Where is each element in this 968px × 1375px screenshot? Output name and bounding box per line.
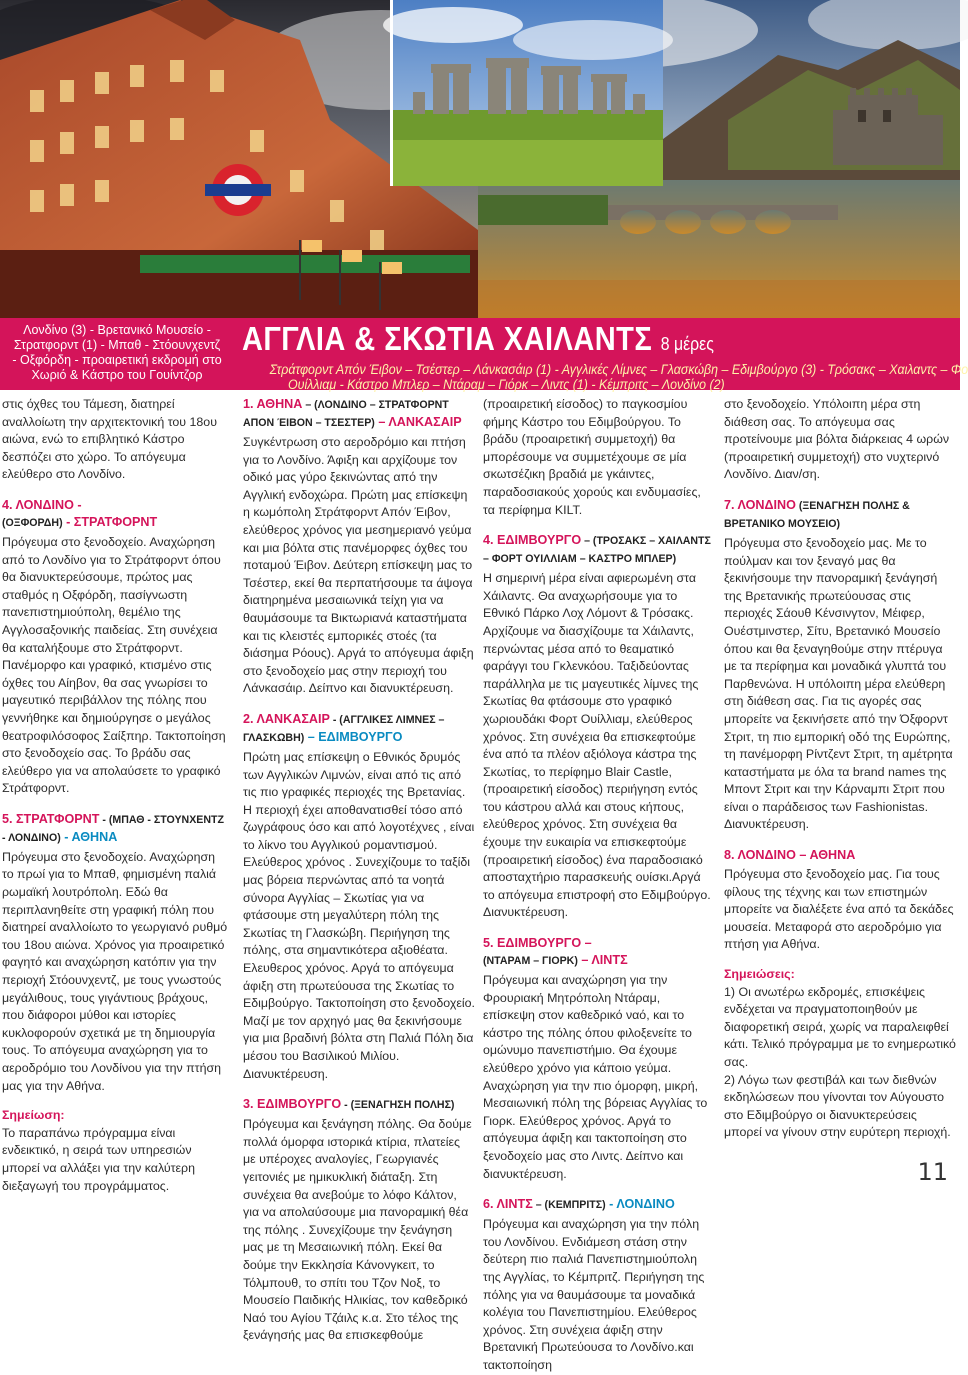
day-heading-part: - (ΑΓΓΛΙΚΕΣ ΛΙΜΝΕΣ – ΓΛΑΣΚΩΒΗ) — [243, 713, 445, 744]
tour-title — [242, 321, 714, 362]
highlight-line: Στρατφορντ (1) - Μπαθ - Στόουνχεντζ — [13, 338, 221, 352]
paragraph: στο ξενοδοχείο. Υπόλοιπη μέρα στη διάθεση σας. Το απόγευμα σας προτείνουμε μια βόλτα διάρκειας 4 ωρών (προαιρετική συμμετοχή) στο νυχτερινό Λονδίνο. Διαν/ση. — [724, 397, 950, 482]
day-heading-part: 7. ΛΟΝΔΙΝΟ — [724, 497, 796, 512]
day-heading — [483, 935, 713, 970]
day-heading — [724, 847, 956, 864]
day-heading-part: (ΞΕΝΑΓΗΣΗ ΠΟΛΗΣ & ΒΡΕΤΑΝΙΚΟ ΜΟΥΣΕΙΟ) — [724, 499, 910, 530]
day-heading-part: - ΛΟΝΔΙΝΟ — [605, 1197, 675, 1212]
paragraph: 1) Οι ανωτέρω εκδρομές, επισκέψεις ενδέχεται να πραγματοποιηθούν με διαφορετική σειρά, χωρίς να παραλειφθεί κάτι. Τελικό πρόγραμμα με το ενημερωτικό σας. — [724, 984, 956, 1069]
note-heading: Σημείωση: — [2, 1108, 65, 1123]
day-heading-part: 4. ΛΟΝΔΙΝΟ - — [2, 497, 82, 512]
text-column-4 — [724, 396, 956, 1142]
day-heading-part: - (ΜΠΑΘ - ΣΤΟΥΝΧΕΝΤΖ - ΛΟΝΔΙΝΟ) — [2, 813, 224, 844]
day-heading-part: 6. ΛΙΝΤΣ — [483, 1197, 533, 1212]
day-heading-part: 2. ΛΑΝΚΑΣΑΙΡ — [243, 711, 330, 726]
day-heading-part: (ΝΤΑΡΑΜ – ΓΙΟΡΚ) — [483, 955, 578, 968]
page-number: 11 — [917, 1158, 948, 1186]
header-title-box — [232, 318, 968, 392]
highlight-line: - Οξφόρδη - προαιρετική εκδρομή στο — [12, 353, 222, 367]
stonehenge-illustration — [393, 0, 663, 186]
day-heading-part: - ΣΤΡΑΤΦΟΡΝΤ — [62, 514, 158, 529]
day-heading-part: – (ΚΕΜΠΡΙΤΣ) — [532, 1199, 606, 1212]
paragraph: 2) Λόγω των φεστιβάλ και των διεθνών εκδηλώσεων που γίνονται τον Αύγουστο στο Εδιμβούργο οι διανυκτερεύσεις μπορεί να γίνουν στην ευρύτερη περιοχή. — [724, 1072, 951, 1140]
day-heading-part: – (ΛΟΝΔΙΝΟ – ΣΤΡΑΤΦΟΡΝΤ ΑΠΟΝ ΈΙΒΟΝ – ΤΣΕΣΤΕΡ) — [243, 399, 449, 429]
day-heading — [243, 396, 475, 432]
day-heading-part: 8. ΛΟΝΔΙΝΟ – ΑΘΗΝΑ — [724, 848, 856, 863]
paragraph: Πρόγευμα στο ξενοδοχείο. Αναχώρηση το πρωί για το Μπαθ, φημισμένη παλιά ρωμαϊκή λουτρόπολη. Εδώ θα περιπλανηθείτε στη γραφική πόλη που διατηρεί αναλλοίωτο το γεωργιανό ρυθμό του 18ου αιώνα. Χρόνος για προαιρετικό φαγητό και αναχώρηση κατόπιν για την περιοχή Στόουνχεντζ, με τους γνωστούς μεγάλιθους, τους γιγάντιους βράχους, που διάφοροι μύθοι και ιστορίες κυκλοφορούν σχετικά με τη δημιουργία τους. Το απόγευμα αναχώρηση για το αεροδρόμιο του Λονδίνου για την πτήση μας για την Αθήνα. — [2, 849, 228, 1093]
text-column-3 — [483, 396, 713, 1375]
photo-stonehenge — [390, 0, 660, 186]
day-heading-part: (ΟΞΦΟΡΔΗ) — [2, 516, 63, 529]
day-heading — [243, 1096, 475, 1114]
notes-heading: Σημειώσεις: — [724, 967, 795, 982]
day-heading — [483, 532, 713, 568]
day-heading — [2, 497, 230, 532]
paragraph: στις όχθες του Τάμεση, διατηρεί αναλλοίωτη την αρχιτεκτονική του 18ου αιώνα, ενώ το επιβλητικό Κάστρο δεσπόζει στο χώρο. Το απόγευμα ελεύθερο στο Λονδίνο. — [2, 397, 217, 482]
tour-title-text: ΑΓΓΛΙΑ & ΣΚΩΤΙΑ ΧΑΙΛΑΝΤΣ — [242, 320, 653, 357]
paragraph: Πρόγευμα στο ξενοδοχείο. Αναχώρηση από το Λονδίνο για το Στράτφορντ όπου θα διανυκτερεύσουμε, πρώτος μας σταθμός η Οξφόρδη, πασίγνωστη πανεπιστημιούπολη, θεμέλιο της Αγγλοσαξονικής παιδείας. Στη συνέχεια θα καταλήξουμε στο Στράτφορντ. Πανέμορφο και γραφικό, κτισμένο στις όχθες του Αίηβον, θα σας γνωρίσει το μαγευτικό περιβάλλον της πόλης που γεννήθηκε και δημιούργησε ο μεγάλος θεατροφιλόσοφος Σαίξπηρ. Τακτοποίηση στο ξενοδοχείο σας. Το βράδυ σας ελεύθερο για να απολαύσετε το γραφικό Στράτφορντ. — [2, 534, 226, 796]
day-heading-part: – ΕΔΙΜΒΟΥΡΓΟ — [304, 729, 403, 744]
day-heading-part: – (ΤΡΟΣΑΚΣ – ΧΑΙΛΑΝΤΣ – ΦΟΡΤ ΟΥΙΛΛΙΑΜ – ΚΑΣΤΡΟ ΜΠΛΕΡ) — [483, 535, 711, 566]
route-line: Ουίλλιαμ - Κάστρο Μπλερ – Ντάραμ – Γιόρκ – Λιντς (1) - Κέμπριτς – Λονδίνο (2) — [288, 377, 725, 392]
paragraph: Συγκέντρωση στο αεροδρόμιο και πτήση για το Λονδίνο. Άφιξη και αρχίζουμε τον οδικό μας γύρο ξεκινώντας από την Αγγλική ενδοχώρα. Πρώτη μας επίσκεψη η κωμόπολη Στράτφορντ Απόν Έιβον, ελεύθερος χρόνος για μεσημεριανό γεύμα και μια βόλτα στις πανέμορφες όχθες του ποταμού Έιβον. Δεύτερη επίσκεψη μας το Τσέστερ, εκεί θα περπατήσουμε τα άψογα διατηρημένα μεσαιωνικά τείχη για να θαυμάσουμε τα Βικτωριανά καταστήματα και τις κλειστές εμπορικές στοές (τα διάσημα Ρόους). Αργά το απόγευμα άφιξη στο ξενοδοχείο μας στην περιοχή του Λάνκασάιρ. Δείπνο και διανυκτέρευση. — [243, 435, 474, 696]
day-heading — [724, 497, 956, 533]
day-heading-part: - (ΞΕΝΑΓΗΣΗ ΠΟΛΗΣ) — [341, 1099, 455, 1112]
day-heading — [243, 711, 475, 747]
paragraph: Πρόγευμα και αναχώρηση για την Φρουριακή Μητρόπολη Ντάραμ, επίσκεψη στον καθεδρικό ναό, και το κάστρο της πόλης όπου φιλοξενείτε το ομώνυμο πανεπιστήμιο. Θα έχουμε ελεύθερο χρόνο για κάποιο γεύμα. Αναχώρηση για την πιο όμορφη, μικρή, Μεσαιωνική πόλη της βόρειας Αγγλίας το Γιορκ. Ελεύθερος χρόνος. Αργά το απόγευμα άφιξη και τακτοποίηση στο ξενοδοχείο μας στο Λιντς. Δείπνο και διανυκτέρευση. — [483, 973, 708, 1181]
header-highlights-box — [0, 318, 232, 390]
paragraph: Πρόγευμα και αναχώρηση για την πόλη του Λονδίνου. Ενδιάμεση στάση στην δεύτερη πιο παλιά Πανεπιστημιούπολη της Αγγλίας, το Κέμπριτζ. Περιήγηση της πόλης για να θαυμάσουμε τα μοναδικά κολέγια του Πανεπιστημίου. Ελεύθερος χρόνος. Στη συνέχεια άφιξη στην Βρετανική Πρωτεύουσα το Λονδίνο.και τακτοποίηση — [483, 1217, 705, 1372]
day-heading — [483, 1196, 713, 1214]
paragraph: Πρόγευμα στο ξενοδοχείο μας. Για τους φίλους της τέχνης και των επιστημών μπορείτε να διαλέξετε ένα από τα δεκάδες μουσεία. Μεταφορά στο αεροδρόμιο για πτήση για Αθήνα. — [724, 867, 954, 952]
paragraph: Πρόγευμα και ξενάγηση πόλης. Θα δούμε πολλά όμορφα ιστορικά κτίρια, πλατείες με υπέροχες αναλογίες, Γεωργιανές γειτονιές με ημικυκλική διάταξη. Στη συνέχεια θα ανεβούμε το λόφο Κάλτον, για να απολαύσουμε μια πανοραμική θέα της πόλης . Συνεχίζουμε την ξενάγηση μας με τη Μεσαιωνική πόλη. Εκεί θα δούμε την Εκκλησία Κάνονγκειτ, το Τόλμπουθ, το σπίτι του Τζον Νοξ, το Μουσείο Παιδικής Ηλικίας, τον καθεδρικό Ναό του Αγίου Τζάιλς κ.α. Στο τέλος της ξενάγησής μας θα επισκεφθούμε — [243, 1117, 472, 1343]
paragraph: Η σημερινή μέρα είναι αφιερωμένη στα Χάιλαντς. Θα αναχωρήσουμε για το Εθνικό Πάρκο Λοχ Λόμοντ & Τρόσακς. Αρχίζουμε να διασχίζουμε τα Χάιλαντς, περνώντας μέσα από το θεαματικό φαράγγι του Γκλενκόου. Ταξιδεύοντας παράλληλα με τις μαγευτικές λίμνες της Σκωτίας θα φτάσουμε στο γραφικό χωριουδάκι Φορτ Ουίλλιαμ, ελεύθερος χρόνος. Στη συνέχεια θα επισκεφτούμε ένα από τα πλέον αξιόλογα κάστρα της Σκωτίας, το περίφημο Blair Castle, (προαιρετική είσοδος) περιήγηση εντός του κάστρου αλλά και στους κήπους, ελεύθερος χρόνος. Στη συνέχεια θα έχουμε την ευκαιρία να επισκεφτούμε (προαιρετική είσοδος) ένα παραδοσιακό αποσταχτήριο παρασκευής ουίσκι.Αργά το απόγευμα επιστροφή στο Εδιμβούργο. Διανυκτέρευση. — [483, 571, 711, 920]
text-column-2 — [243, 396, 475, 1345]
day-heading-part: - ΑΘΗΝΑ — [60, 829, 118, 844]
paragraph: (προαιρετική είσοδος) το παγκοσμίου φήμης Κάστρο του Εδιμβούργου. Το βράδυ (προαιρετική συμμετοχή) θα μπορέσουμε να συμμετέχουμε σε μία σκωτσέζικη βραδιά με γκάιντες, παραδοσιακούς χορούς και ενδυμασίες, τα περίφημα KILT. — [483, 397, 701, 517]
highlight-line: Λονδίνο (3) - Βρετανικό Μουσείο - — [23, 323, 211, 337]
day-heading-part: 5. ΣΤΡΑΤΦΟΡΝΤ — [2, 811, 100, 826]
paragraph: Πρώτη μας επίσκεψη ο Εθνικός δρυμός των Αγγλικών Λιμνών, είναι από τις από τις πιο γραφικές περιοχές της Βρετανίας. Η περιοχή έχει αποθανατισθεί τόσο από ζωγράφους όσο και από λογοτέχνες , είναι το λίκνο του Αγγλικού ρομαντισμού. Ελεύθερος χρόνος . Συνεχίζουμε το ταξίδι μας βόρεια περνώντας από τα νοητά σύνορα Αγγλίας – Σκωτίας για να φτάσουμε στη μεγαλύτερη πόλη της Σκωτίας τη Γλασκώβη. Περιήγηση της πόλης, στα σημαντικότερα αξιοθέατα. Ελευθερος χρόνος. Αργά το απόγευμα άφιξη στη πρωτεύουσα της Σκωτίας το Εδιμβούργο. Τακτοποίηση στο ξενοδοχείο. Μαζί με τον αρχηγό μας θα ξεκινήσουμε για μια βραδινή βόλτα στη Παλιά Πόλη δια μέσου του Βασιλικού Μιλίου. Διανυκτέρευση. — [243, 749, 475, 1081]
day-heading-part: 3. ΕΔΙΜΒΟΥΡΓΟ — [243, 1097, 342, 1112]
route-line: Στράτφορντ Απόν Έιβον – Τσέστερ – Λάνκασάιρ (1) - Αγγλικές Λίμνες – Γλασκώβη – Εδιμβούργο (3) - Τρόσακς – Χαιλαντς – Φο — [269, 362, 968, 377]
paragraph: Πρόγευμα στο ξενοδοχείο μας. Με το πούλμαν και τον ξεναγό μας θα ξεκινήσουμε την πανοραμική ξενάγησή της Βρετανικής πρωτεύουσας στις περιοχές Σάουθ Κένσινγτον, Μέιφερ, Ουέστμινστερ, Σίτυ, Βρετανικό Μουσείο όπου και θα ξεναγηθούμε στην πτέρυγα με τα περίφημα και μοναδικά γλυπτά του Παρθενώνα. Η υπόλοιπη μέρα ελεύθερη στη διάθεση σας. Για τις αγορές σας μπορείτε να ξεκινήσετε από την Όξφορντ Στριτ, τη πιο εμπορική οδό της Ευρώπης, τη πανέμορφη Ρίντζεντ Στριτ, τη αμέτρητα καταστήματα με όλα τα brand names της Μποντ Στριτ και την Κάρναμπι Στριτ που είναι ο παράδεισος των Fashionistas. Διανυκτέρευση. — [724, 535, 953, 832]
day-heading-part: – ΛΑΝΚΑΣΑΙΡ — [374, 415, 462, 429]
paragraph: Το παραπάνω πρόγραμμα είναι ενδεικτικό, η σειρά των υπηρεσιών μπορεί να αλλάξει για την καλύτερη διεξαγωγή του προγράμματος. — [2, 1125, 195, 1193]
day-heading-part: 4. ΕΔΙΜΒΟΥΡΓΟ — [483, 533, 582, 548]
highlight-line: Χωριό & Κάστρο του Γουίντζορ — [31, 368, 203, 382]
day-heading-part: 1. ΑΘΗΝΑ — [243, 397, 303, 411]
tour-duration: 8 μέρες — [660, 334, 714, 354]
day-heading — [2, 811, 230, 847]
day-heading-part: – ΛΙΝΤΣ — [577, 953, 628, 968]
text-column-1 — [2, 396, 230, 1195]
day-heading-part: 5. ΕΔΙΜΒΟΥΡΓΟ – — [483, 936, 592, 951]
